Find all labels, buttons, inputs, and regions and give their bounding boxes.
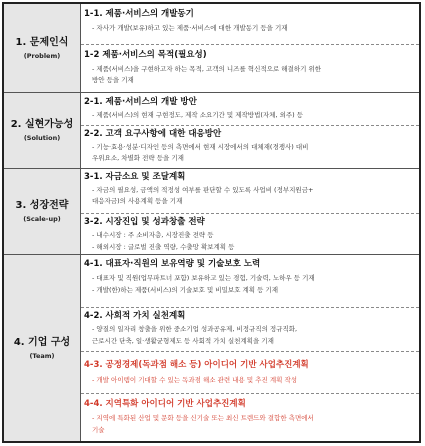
section-title: 2. 실현가능성 [10,119,74,130]
item-desc-line: - 기능·효용·성분·디자인 등의 측면에서 현재 시장에서의 대체재(경쟁사) 대비 [92,143,309,151]
item-desc-line: - 개발 아이템이 기대할 수 있는 독과점 해소 관련 내용 및 추진 계획 작성 [92,376,298,384]
item-desc-line: - 대표자 및 직원(업무파트너 포함) 보유하고 있는 경험, 기술력, 노하우 등 기재 [92,274,315,282]
section-content [81,255,419,441]
section-subtitle: (Scale-up) [23,215,61,223]
item-heading: 4-4. 지역특화 아이디어 기반 사업추진계획 [84,399,246,409]
item-desc-line: - 내수시장 : 주 소비자층, 시장진출 전략 등 [92,231,214,239]
item-1-1 [81,4,419,44]
item-2-2 [81,125,419,170]
item-3-2 [81,213,419,256]
item-desc-line: 기술 [92,426,105,434]
section-label [4,255,81,441]
item-desc-line: - 제품(서비스)을 구현하고자 하는 목적, 고객의 니즈를 혁신적으로 해결하기 위한 [92,65,322,73]
section-content [81,93,419,168]
item-2-1 [81,93,419,125]
section-label [4,93,81,168]
section-subtitle: (Team) [29,351,55,360]
item-desc-line: - 제품(서비스)의 현재 구현정도, 제작 소요기간 및 제작방법(자체, 외주) 등 [92,111,304,119]
item-heading: 3-1. 자금소요 및 조달계획 [84,172,186,182]
item-desc-line: - 양질의 일자리 창출을 위한 중소기업 성과공유제, 비정규직의 정규직화, [92,325,298,333]
item-heading: 2-2. 고객 요구사항에 대한 대응방안 [84,129,222,139]
section-problem [4,4,419,92]
section-team [4,254,419,441]
item-desc-line: - 해외시장 : 글로벌 진출 역량, 수출망 확보계획 등 [92,243,235,251]
item-4-1 [81,255,419,307]
section-solution [4,92,419,168]
item-desc-line: 근로시간 단축, 일·생활균형제도 등 사회적 가치 실천계획을 기재 [92,337,274,345]
item-heading: 4-3. 공정경제(독과점 해소 등) 아이디어 기반 사업추진계획 [84,360,309,370]
item-desc-line: - 자금의 필요성, 금액의 적정성 여부를 판단할 수 있도록 사업비 (정부지원금+ [92,186,314,194]
section-title: 3. 성장전략 [15,200,69,211]
business-plan-table [2,2,421,443]
item-desc-line: - 지역에 특화된 산업 및 문화 등을 신기술 또는 최신 트렌드와 결합한 측면에서 [92,414,314,422]
item-heading: 1-1. 제품·서비스의 개발동기 [84,9,194,19]
section-label [4,4,81,92]
section-content [81,4,419,92]
item-desc-line: 우위요소, 차별화 전략 등을 기재 [92,154,184,162]
section-label [4,169,81,254]
item-4-4 [81,393,419,443]
item-desc-line: 대응자금)의 사용계획 등을 기재 [92,197,183,205]
section-title: 4. 기업 구성 [13,336,71,348]
item-heading: 4-2. 사회적 가치 실천계획 [84,311,186,321]
section-scale-up [4,168,419,254]
item-3-1 [81,169,419,213]
section-subtitle: (Problem) [23,51,61,60]
section-content [81,169,419,254]
item-4-3 [81,351,419,394]
item-desc-line: 방안 등을 기재 [92,76,134,84]
item-desc-line: - 자사가 개발(보유)하고 있는 제품·서비스에 대한 개발동기 등을 기재 [92,24,288,32]
section-subtitle: (Solution) [23,134,61,142]
item-1-2 [81,44,419,93]
item-4-2 [81,307,419,352]
section-title: 1. 문제인식 [15,36,69,48]
item-desc-line: - 개발(한)하는 제품(서비스)의 기술보호 및 비밀보호 계획 등 기재 [92,286,278,294]
item-heading: 3-2. 시장진입 및 성과창출 전략 [84,217,205,227]
item-heading: 4-1. 대표자·직원의 보유역량 및 기술보호 노력 [84,259,261,269]
item-heading: 1-2 제품·서비스의 목적(필요성) [84,50,207,60]
item-heading: 2-1. 제품·서비스의 개발 방안 [84,97,197,107]
